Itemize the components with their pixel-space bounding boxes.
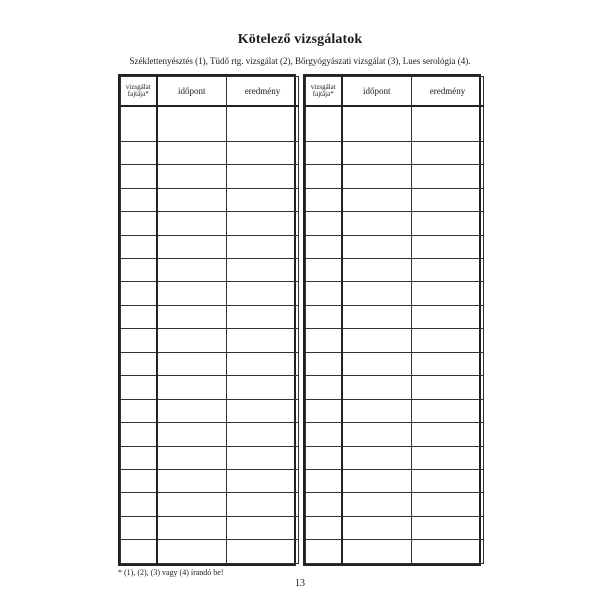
cell-result[interactable] (412, 106, 484, 141)
table-row (121, 212, 299, 235)
exam-legend: Széklettenyésztés (1), Tüdő rtg. vizsgálat (2), Bőrgyógyászati vizsgálat (3), Lues serológia (4). (129, 56, 471, 66)
cell-result[interactable] (412, 258, 484, 281)
cell-result[interactable] (412, 446, 484, 469)
cell-exam-type[interactable] (121, 235, 157, 258)
cell-exam-type[interactable] (306, 235, 342, 258)
cell-result[interactable] (412, 470, 484, 493)
cell-exam-type[interactable] (306, 446, 342, 469)
cell-result[interactable] (412, 141, 484, 164)
table-row (121, 516, 299, 539)
page-title: Kötelező vizsgálatok (237, 32, 363, 47)
cell-result[interactable] (227, 446, 299, 469)
cell-exam-type[interactable] (121, 165, 157, 188)
table-row (121, 470, 299, 493)
cell-exam-type[interactable] (121, 141, 157, 164)
cell-date[interactable] (157, 399, 227, 422)
cell-result[interactable] (412, 376, 484, 399)
cell-date[interactable] (342, 470, 412, 493)
page-number: 13 (295, 578, 305, 589)
cell-date[interactable] (157, 141, 227, 164)
cell-result[interactable] (227, 399, 299, 422)
cell-result[interactable] (412, 165, 484, 188)
table-row (306, 212, 484, 235)
cell-date[interactable] (342, 106, 412, 141)
table-row (121, 493, 299, 516)
cell-result[interactable] (227, 141, 299, 164)
cell-result[interactable] (412, 423, 484, 446)
table-row (306, 352, 484, 375)
cell-date[interactable] (342, 423, 412, 446)
table-row (306, 235, 484, 258)
cell-exam-type[interactable] (306, 188, 342, 211)
cell-exam-type[interactable] (306, 399, 342, 422)
cell-result[interactable] (227, 188, 299, 211)
cell-result[interactable] (227, 258, 299, 281)
table-row (306, 305, 484, 328)
cell-date[interactable] (157, 165, 227, 188)
cell-result[interactable] (412, 352, 484, 375)
cell-exam-type[interactable] (306, 305, 342, 328)
exam-table (305, 76, 484, 564)
table-row (306, 329, 484, 352)
cell-exam-type[interactable] (306, 540, 342, 564)
cell-date[interactable] (342, 352, 412, 375)
cell-date[interactable] (342, 305, 412, 328)
table-row (306, 540, 484, 564)
cell-result[interactable] (227, 493, 299, 516)
cell-exam-type[interactable] (121, 540, 157, 564)
cell-result[interactable] (412, 493, 484, 516)
cell-date[interactable] (342, 141, 412, 164)
cell-result[interactable] (227, 516, 299, 539)
cell-date[interactable] (157, 352, 227, 375)
cell-result[interactable] (412, 305, 484, 328)
cell-exam-type[interactable] (121, 423, 157, 446)
header-exam-type-line1: vizsgálat (310, 83, 336, 91)
cell-date[interactable] (342, 212, 412, 235)
table-row (306, 282, 484, 305)
cell-result[interactable] (412, 235, 484, 258)
cell-exam-type[interactable] (306, 470, 342, 493)
table-row (121, 188, 299, 211)
table-body (306, 106, 484, 564)
cell-exam-type[interactable] (306, 165, 342, 188)
cell-result[interactable] (227, 282, 299, 305)
table-body (121, 106, 299, 564)
cell-result[interactable] (227, 329, 299, 352)
cell-date[interactable] (157, 329, 227, 352)
header-exam-type-line2: fajtája* (127, 90, 149, 98)
header-result: eredmény (412, 77, 484, 107)
header-exam-type (306, 77, 342, 107)
table-row (121, 399, 299, 422)
cell-date[interactable] (342, 329, 412, 352)
cell-result[interactable] (412, 399, 484, 422)
cell-date[interactable] (342, 446, 412, 469)
table-row (306, 446, 484, 469)
cell-date[interactable] (342, 399, 412, 422)
cell-date[interactable] (157, 235, 227, 258)
table-row (306, 258, 484, 281)
cell-result[interactable] (227, 376, 299, 399)
cell-date[interactable] (157, 470, 227, 493)
exam-table-right (303, 74, 481, 566)
cell-result[interactable] (227, 106, 299, 141)
table-row (306, 399, 484, 422)
cell-exam-type[interactable] (121, 305, 157, 328)
cell-exam-type[interactable] (306, 493, 342, 516)
table-row (121, 329, 299, 352)
table-header-row (306, 77, 484, 107)
cell-exam-type[interactable] (121, 493, 157, 516)
cell-result[interactable] (412, 329, 484, 352)
exam-table-left (118, 74, 296, 566)
cell-result[interactable] (412, 282, 484, 305)
table-row (121, 376, 299, 399)
table-row (121, 235, 299, 258)
cell-date[interactable] (342, 516, 412, 539)
cell-exam-type[interactable] (306, 106, 342, 141)
header-date: időpont (157, 77, 227, 107)
cell-date[interactable] (342, 282, 412, 305)
cell-exam-type[interactable] (121, 352, 157, 375)
table-header-row (121, 77, 299, 107)
cell-exam-type[interactable] (121, 516, 157, 539)
header-result: eredmény (227, 77, 299, 107)
table-row (121, 540, 299, 564)
cell-result[interactable] (227, 352, 299, 375)
cell-result[interactable] (412, 212, 484, 235)
cell-exam-type[interactable] (306, 141, 342, 164)
cell-exam-type[interactable] (121, 212, 157, 235)
cell-date[interactable] (157, 493, 227, 516)
cell-result[interactable] (227, 235, 299, 258)
exam-table (120, 76, 299, 564)
cell-date[interactable] (157, 540, 227, 564)
cell-exam-type[interactable] (306, 329, 342, 352)
cell-result[interactable] (227, 165, 299, 188)
cell-result[interactable] (227, 305, 299, 328)
cell-exam-type[interactable] (121, 106, 157, 141)
header-date: időpont (342, 77, 412, 107)
table-row (121, 305, 299, 328)
table-row (306, 106, 484, 141)
cell-exam-type[interactable] (121, 188, 157, 211)
cell-exam-type[interactable] (306, 282, 342, 305)
cell-exam-type[interactable] (306, 352, 342, 375)
cell-date[interactable] (157, 376, 227, 399)
cell-date[interactable] (342, 493, 412, 516)
header-exam-type (121, 77, 157, 107)
cell-result[interactable] (412, 188, 484, 211)
cell-result[interactable] (412, 540, 484, 564)
cell-exam-type[interactable] (121, 376, 157, 399)
cell-date[interactable] (342, 235, 412, 258)
cell-exam-type[interactable] (121, 446, 157, 469)
cell-exam-type[interactable] (121, 470, 157, 493)
cell-date[interactable] (342, 258, 412, 281)
cell-date[interactable] (157, 212, 227, 235)
cell-date[interactable] (342, 540, 412, 564)
table-row (306, 141, 484, 164)
table-row (306, 516, 484, 539)
cell-exam-type[interactable] (121, 258, 157, 281)
cell-date[interactable] (342, 188, 412, 211)
cell-date[interactable] (157, 305, 227, 328)
footnote: * (1), (2), (3) vagy (4) írandó be! (118, 568, 224, 577)
cell-date[interactable] (157, 423, 227, 446)
cell-date[interactable] (342, 165, 412, 188)
header-exam-type-line1: vizsgálat (125, 83, 151, 91)
cell-result[interactable] (227, 423, 299, 446)
table-row (306, 165, 484, 188)
cell-exam-type[interactable] (306, 516, 342, 539)
cell-exam-type[interactable] (121, 282, 157, 305)
cell-exam-type[interactable] (121, 399, 157, 422)
table-row (121, 282, 299, 305)
cell-exam-type[interactable] (306, 258, 342, 281)
table-row (121, 106, 299, 141)
cell-result[interactable] (412, 516, 484, 539)
table-row (121, 165, 299, 188)
cell-date[interactable] (157, 258, 227, 281)
table-row (306, 493, 484, 516)
cell-date[interactable] (157, 446, 227, 469)
cell-exam-type[interactable] (306, 376, 342, 399)
cell-result[interactable] (227, 470, 299, 493)
table-row (121, 258, 299, 281)
cell-exam-type[interactable] (306, 212, 342, 235)
cell-date[interactable] (157, 282, 227, 305)
table-row (121, 352, 299, 375)
cell-exam-type[interactable] (121, 329, 157, 352)
cell-result[interactable] (227, 212, 299, 235)
table-row (306, 376, 484, 399)
table-row (121, 141, 299, 164)
table-row (121, 423, 299, 446)
cell-exam-type[interactable] (306, 423, 342, 446)
cell-date[interactable] (342, 376, 412, 399)
table-row (306, 470, 484, 493)
cell-date[interactable] (157, 188, 227, 211)
cell-date[interactable] (157, 516, 227, 539)
table-row (306, 188, 484, 211)
table-row (306, 423, 484, 446)
header-exam-type-line2: fajtája* (312, 90, 334, 98)
table-row (121, 446, 299, 469)
cell-result[interactable] (227, 540, 299, 564)
cell-date[interactable] (157, 106, 227, 141)
